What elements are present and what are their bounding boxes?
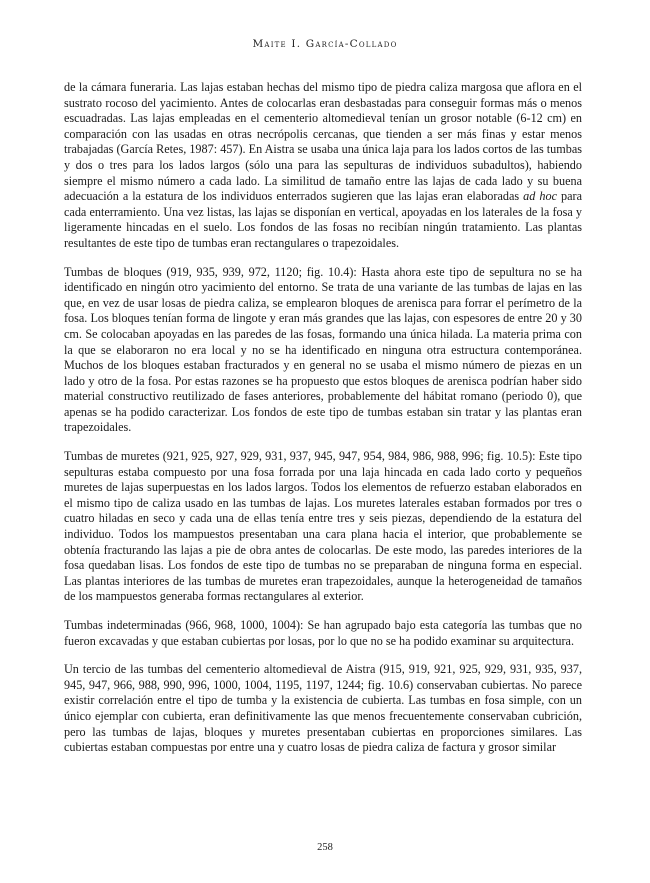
running-header: Maite I. García-Collado: [252, 38, 398, 50]
latin-term: ad hoc: [523, 189, 557, 204]
body-text: [64, 80, 582, 756]
paragraph-slab-tombs: de la cámara funeraria. Las lajas estaban hechas del mismo tipo de piedra caliza margosa que aflora en el sustrato rocoso del yacimiento. Antes de colocarlas eran desbastadas para conseguir formas más o menos escuadradas. Las lajas empleadas en el cementerio altomedieval tenían un grosor notable (6-12 cm) en comparación con las usadas en otras necrópolis cercanas, que tienden a ser más finas y estar menos trabajadas (García Retes, 1987: 457). En Aistra se usaba una única laja para los lados cortos de las tumbas y dos o tres para los lados largos (sólo una para las sepulturas de individuos subadultos), habiendo siempre el mismo número a cada lado. La similitud de tamaño entre las lajas de cada lado y su buena adecuación a la estatura de los individuos enterrados sugieren que las lajas eran elaboradas ad hoc para cada enterramiento. Una vez listas, las lajas se disponían en vertical, apoyadas en los laterales de la fosa y ligeramente hincadas en el suelo. Los fondos de las fosas no recibían ningún tratamiento. Las plantas resultantes de este tipo de tumbas eran rectangulares o trapezoidales.: [64, 80, 583, 250]
page-number: 258: [317, 842, 333, 853]
paragraph-covers: Un tercio de las tumbas del cementerio altomedieval de Aistra (915, 919, 921, 925, 929, 931, 935, 937, 945, 947, 966, 988, 990, 996, 1000, 1004, 1195, 1197, 1244; fig. 10.6) conservaban cubiertas. No parece existir correlación entre el tipo de tumba y la existencia de cubierta. Las tumbas en fosa simple, con un único ejemplar con cubierta, eran definitivamente las que menos frecuentemente conservaban cubrición, pero las tumbas de lajas, bloques y muretes presentaban cubiertas en proporciones similares. Las cubiertas estaban compuestas por entre una y cuatro losas de piedra caliza de factura y grosor similar: [64, 662, 582, 755]
paragraph-undetermined-tombs: Tumbas indeterminadas (966, 968, 1000, 1004): Se han agrupado bajo esta categoría las tumbas que no fueron excavadas y que estaban cubiertas por losas, por lo que no se ha podido examinar su arquitectura.: [64, 618, 582, 648]
paragraph-block-tombs: Tumbas de bloques (919, 935, 939, 972, 1120; fig. 10.4): Hasta ahora este tipo de sepultura no se ha identificado en ningún otro yacimiento del entorno. Se trata de una variante de las tumbas de lajas en las que, en vez de usar losas de piedra caliza, se emplearon bloques de arenisca para forrar el perímetro de la fosa. Los bloques tenían forma de lingote y eran más grandes que las lajas, con espesores de entre 20 y 30 cm. Se colocaban apoyadas en las paredes de las fosas, formando una única hilada. La materia prima con la que se elaboraron no era local y no se ha identificado en ninguna otra estructura contemporánea. Muchos de los bloques estaban fracturados y en general no se usaba el mismo número de piezas en un lado y otro de la fosa. Por estas razones se ha propuesto que estos bloques de arenisca podrían haber sido material constructivo reutilizado de fases anteriores, probablemente del hábitat romano (periodo 0), que apenas se ha podido caracterizar. Los fondos de este tipo de tumbas estaban sin tratar y las plantas eran trapezoidales.: [64, 264, 582, 435]
paragraph-wall-tombs: Tumbas de muretes (921, 925, 927, 929, 931, 937, 945, 947, 954, 984, 986, 988, 996; fig. 10.5): Este tipo sepulturas estaba compuesto por una fosa forrada por una laja hincada en cada lado corto y pequeños muretes de lajas superpuestas en los lados largos. Todos los elementos de refuerzo estaban elaborados en el mismo tipo de caliza usado en las tumbas de lajas. Los muretes laterales estaban formados por tres o cuatro hiladas en seco y cada una de ellas tenía entre tres y seis piezas, dependiendo de la estatura del individuo. Todos los mampuestos presentaban una cara plana hacia el interior, que probablemente se obtenía fracturando las lajas a pie de obra antes de colocarlas. De este modo, las paredes interiores de la fosa quedaban lisas. Los fondos de este tipo de tumbas no se preparaban de ninguna forma en especial. Las plantas interiores de las tumbas de muretes eran trapezoidales, aunque la heterogeneidad de tamaños de los mampuestos generaba formas rectangulares al exterior.: [64, 449, 582, 604]
